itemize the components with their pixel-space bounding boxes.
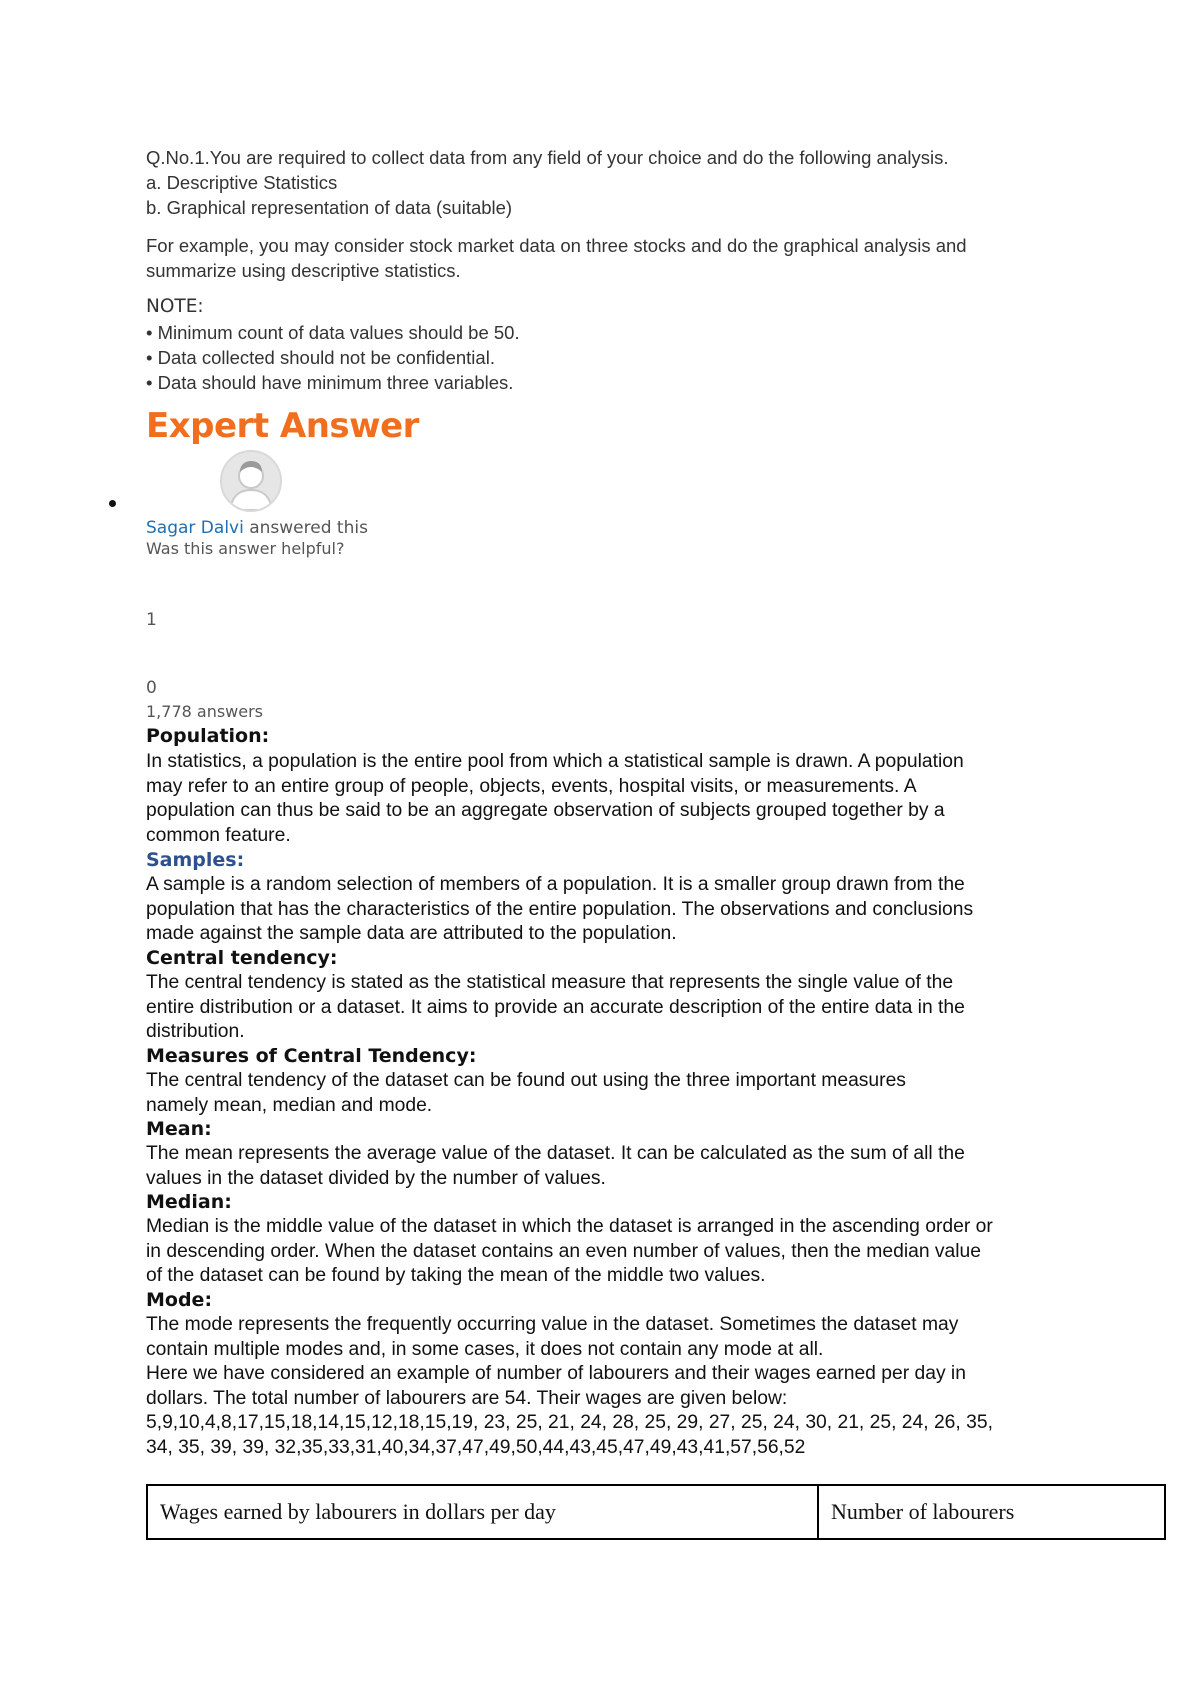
section-body (146, 873, 1106, 947)
section-heading: Samples: (146, 849, 245, 871)
author-line (146, 518, 368, 538)
wages-data-line: 5,9,10,4,8,17,15,18,14,15,12,18,15,19, 23, 25, 21, 24, 28, 25, 29, 27, 25, 24, 30, 21, 25, 24, 26, 35, (146, 1412, 993, 1434)
note-item: • Minimum count of data values should be 50. (146, 322, 520, 343)
section-body (146, 1142, 1106, 1191)
table-header-count: Number of labourers (818, 1485, 1165, 1539)
wages-data-line: 34, 35, 39, 39, 32,35,33,31,40,34,37,47,49,50,44,43,45,47,49,43,41,57,56,52 (146, 1436, 806, 1458)
question-line: a. Descriptive Statistics (146, 172, 338, 193)
body-line: The central tendency is stated as the statistical measure that represents the single value of the (146, 972, 954, 993)
body-line: distribution. (146, 1021, 245, 1043)
avatar[interactable] (220, 450, 282, 512)
section-body (146, 971, 1106, 1045)
body-line: dollars. The total number of labourers are 54. Their wages are given below: (146, 1387, 788, 1409)
body-line: population can thus be said to be an aggregate observation of subjects grouped together by a (146, 800, 945, 822)
question-line: Q.No.1.You are required to collect data from any field of your choice and do the following analysis. (146, 147, 949, 168)
section-heading: Mode: (146, 1289, 213, 1311)
body-line: The mode represents the frequently occurring value in the dataset. Sometimes the dataset may (146, 1314, 959, 1335)
body-line: The central tendency of the dataset can be found out using the three important measures (146, 1070, 906, 1091)
body-line: Here we have considered an example of number of labourers and their wages earned per day in (146, 1363, 966, 1385)
list-bullet (109, 500, 116, 507)
question-line: b. Graphical representation of data (suitable) (146, 197, 513, 218)
section-heading: Central tendency: (146, 947, 338, 969)
author-link[interactable]: Sagar Dalvi (146, 518, 244, 538)
body-line: Median is the middle value of the dataset in which the dataset is arranged in the ascending order or (146, 1216, 993, 1237)
section-heading: Measures of Central Tendency: (146, 1045, 477, 1067)
body-line: in descending order. When the dataset contains an even number of values, then the median value (146, 1240, 981, 1262)
body-line: namely mean, median and mode. (146, 1094, 433, 1116)
body-line: population that has the characteristics of the entire population. The observations and conclusions (146, 898, 974, 920)
table-row (147, 1485, 1165, 1539)
body-line: entire distribution or a dataset. It aims to provide an accurate description of the entire data in the (146, 996, 965, 1018)
section-body (146, 750, 1106, 848)
table-header-wages: Wages earned by labourers in dollars per day (147, 1485, 818, 1539)
dislike-count[interactable]: 0 (146, 678, 157, 698)
note-item: • Data collected should not be confidential. (146, 347, 495, 368)
body-line: values in the dataset divided by the number of values. (146, 1167, 606, 1189)
wages-table (146, 1484, 1166, 1540)
note-item: • Data should have minimum three variables. (146, 372, 514, 393)
answered-text: answered this (243, 518, 368, 538)
body-line: of the dataset can be found by taking the mean of the middle two values. (146, 1265, 766, 1287)
body-line: A sample is a random selection of members of a population. It is a smaller group drawn from the (146, 874, 965, 895)
section-heading: Population: (146, 725, 270, 747)
body-line: The mean represents the average value of the dataset. It can be calculated as the sum of all the (146, 1143, 965, 1164)
helpful-prompt: Was this answer helpful? (146, 539, 345, 558)
body-line: common feature. (146, 824, 291, 846)
user-avatar-icon (222, 452, 280, 510)
like-count[interactable]: 1 (146, 610, 157, 630)
example-line: For example, you may consider stock market data on three stocks and do the graphical analysis and (146, 235, 967, 256)
section-body (146, 1069, 1106, 1118)
note-title: NOTE: (146, 296, 204, 317)
example-line: summarize using descriptive statistics. (146, 260, 461, 281)
answers-count: 1,778 answers (146, 702, 264, 721)
expert-answer-title: Expert Answer (146, 406, 419, 446)
body-line: made against the sample data are attributed to the population. (146, 923, 677, 945)
section-heading: Median: (146, 1191, 232, 1213)
section-heading: Mean: (146, 1118, 212, 1140)
body-line: may refer to an entire group of people, objects, events, hospital visits, or measurements. A (146, 775, 917, 797)
body-line: contain multiple modes and, in some cases, it does not contain any mode at all. (146, 1338, 824, 1360)
section-body (146, 1215, 1106, 1289)
body-line: In statistics, a population is the entire pool from which a statistical sample is drawn. A population (146, 751, 964, 772)
section-body (146, 1313, 1106, 1461)
